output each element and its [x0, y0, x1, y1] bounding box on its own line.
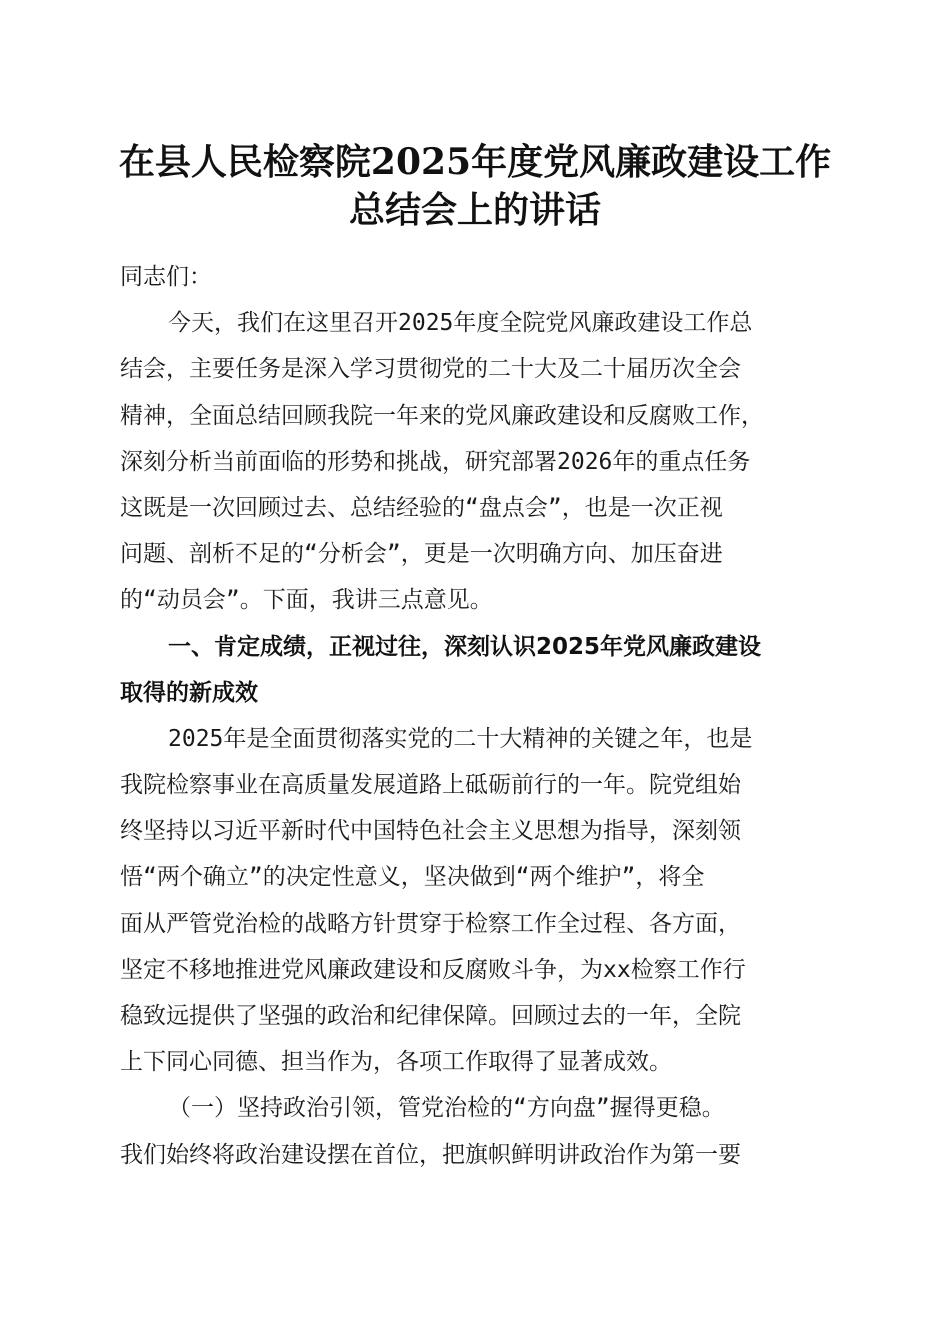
paragraph-opening: [120, 300, 832, 623]
paragraph-line: 我院检察事业在高质量发展道路上砥砺前行的一年。院党组始: [120, 772, 741, 799]
paragraph-line: 2025年是全面贯彻落实党的二十大精神的关键之年，也是: [168, 725, 753, 752]
salutation: 同志们：: [120, 264, 212, 290]
document-body: [120, 254, 832, 1178]
paragraph-line: 稳致远提供了坚强的政治和纪律保障。回顾过去的一年，全院: [120, 1003, 741, 1029]
title-line-2: 总结会上的讲话: [348, 189, 601, 231]
paragraph-line: 这既是一次回顾过去、总结经验的“盘点会”，也是一次正视: [120, 494, 723, 521]
paragraph-line: 我们始终将政治建设摆在首位，把旗帜鲜明讲政治作为第一要: [120, 1141, 741, 1168]
paragraph-achievements: [120, 716, 832, 1086]
paragraph-line: （一）坚持政治引领，管党治检的“方向盘”握得更稳。: [168, 1095, 725, 1122]
paragraph-political-leadership: [120, 1085, 832, 1177]
paragraph-line: 坚定不移地推进党风廉政建设和反腐败斗争，为xx检察工作行: [120, 956, 746, 983]
paragraph-line: 结会，主要任务是深入学习贯彻党的二十大及二十届历次全会: [120, 356, 741, 383]
paragraph-line: 悟“两个确立”的决定性意义，坚决做到“两个维护”，将全: [120, 864, 705, 891]
paragraph-line: 上下同心同德、担当作为，各项工作取得了显著成效。: [120, 1049, 672, 1076]
document-title: [100, 138, 850, 234]
heading-line: 取得的新成效: [120, 679, 258, 706]
paragraph-line: 面从严管党治检的战略方针贯穿于检察工作全过程、各方面，: [120, 910, 741, 937]
paragraph-line: 的“动员会”。下面，我讲三点意见。: [120, 587, 493, 614]
paragraph-line: 终坚持以习近平新时代中国特色社会主义思想为指导，深刻领: [120, 818, 741, 845]
paragraph-line: 今天，我们在这里召开2025年度全院党风廉政建设工作总: [168, 310, 753, 337]
paragraph-line: 精神，全面总结回顾我院一年来的党风廉政建设和反腐败工作，: [120, 402, 764, 429]
title-line-1: 在县人民检察院2025年度党风廉政建设工作: [118, 141, 832, 183]
section-heading-1: [120, 624, 832, 716]
heading-line: 一、肯定成绩，正视过往，深刻认识2025年党风廉政建设: [168, 633, 762, 660]
paragraph-line: 问题、剖析不足的“分析会”，更是一次明确方向、加压奋进: [120, 541, 723, 568]
paragraph-line: 深刻分析当前面临的形势和挑战，研究部署2026年的重点任务: [120, 448, 751, 475]
